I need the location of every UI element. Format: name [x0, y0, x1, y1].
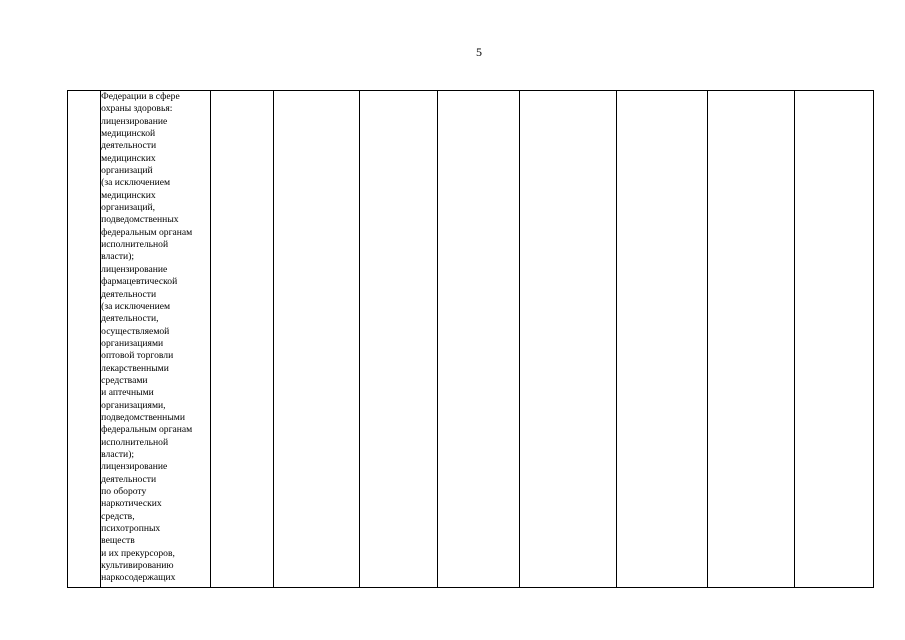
cell-text-line: власти); [101, 448, 135, 460]
cell-text-line: Федерации в сфере [101, 91, 180, 102]
cell-text-line: медицинских [101, 189, 156, 201]
cell-text-line: организаций [101, 165, 153, 177]
cell-text-line: организациями [101, 337, 164, 349]
cell-text-line: лекарственными [101, 362, 169, 374]
cell-text-lines [101, 91, 210, 585]
cell-text-line: организациями, [101, 399, 166, 411]
cell-text-line: деятельности [101, 288, 157, 300]
table-cell [274, 91, 360, 588]
cell-text-line: охраны здоровья: [101, 103, 173, 115]
table-cell [520, 91, 616, 588]
cell-text-line: деятельности [101, 473, 157, 485]
cell-text-line: и их прекурсоров, [101, 547, 175, 559]
cell-text-line: исполнительной [101, 239, 169, 251]
cell-text-line: психотропных [101, 523, 161, 535]
table-cell [437, 91, 519, 588]
cell-text-line: федеральным органам [101, 226, 193, 238]
cell-text-line: исполнительной [101, 436, 169, 448]
document-table [67, 90, 874, 588]
cell-text-line: наркотических [101, 498, 162, 510]
cell-text-line: организаций, [101, 202, 156, 214]
cell-text-line: (за исключением [101, 300, 171, 312]
cell-text-line: осуществляемой [101, 325, 170, 337]
table-cell [360, 91, 437, 588]
cell-text-line: медицинской [101, 128, 156, 140]
table-cell [616, 91, 707, 588]
table-cell [794, 91, 873, 588]
table-cell-authority-description [101, 91, 211, 588]
cell-text-line: культивированию [101, 560, 174, 572]
cell-text-line: средствами [101, 374, 148, 386]
cell-text-line: оптовой торговли [101, 350, 174, 362]
cell-text-line: (за исключением [101, 177, 171, 189]
cell-text-line: веществ [101, 535, 135, 547]
cell-text-line: фармацевтической [101, 276, 178, 288]
table-cell [708, 91, 794, 588]
cell-text-line: лицензирование [101, 263, 168, 275]
cell-text-line: федеральным органам [101, 424, 193, 436]
cell-text-line: лицензирование [101, 461, 168, 473]
cell-text-line: средств, [101, 510, 135, 522]
table-cell [210, 91, 273, 588]
cell-text-line: деятельности, [101, 313, 159, 325]
table-cell-number [68, 91, 101, 588]
cell-text-line: и аптечными [101, 387, 154, 399]
cell-text-line: лицензирование [101, 115, 168, 127]
cell-text-line: медицинских [101, 152, 156, 164]
cell-text-line: власти); [101, 251, 135, 263]
cell-text-line: подведомственных [101, 214, 179, 226]
page-number: 5 [476, 45, 482, 59]
cell-text-line: наркосодержащих [101, 572, 176, 584]
cell-text-line: подведомственными [101, 411, 185, 423]
cell-text-line: деятельности [101, 140, 157, 152]
table-row [68, 91, 874, 588]
cell-text-line: по обороту [101, 486, 147, 497]
